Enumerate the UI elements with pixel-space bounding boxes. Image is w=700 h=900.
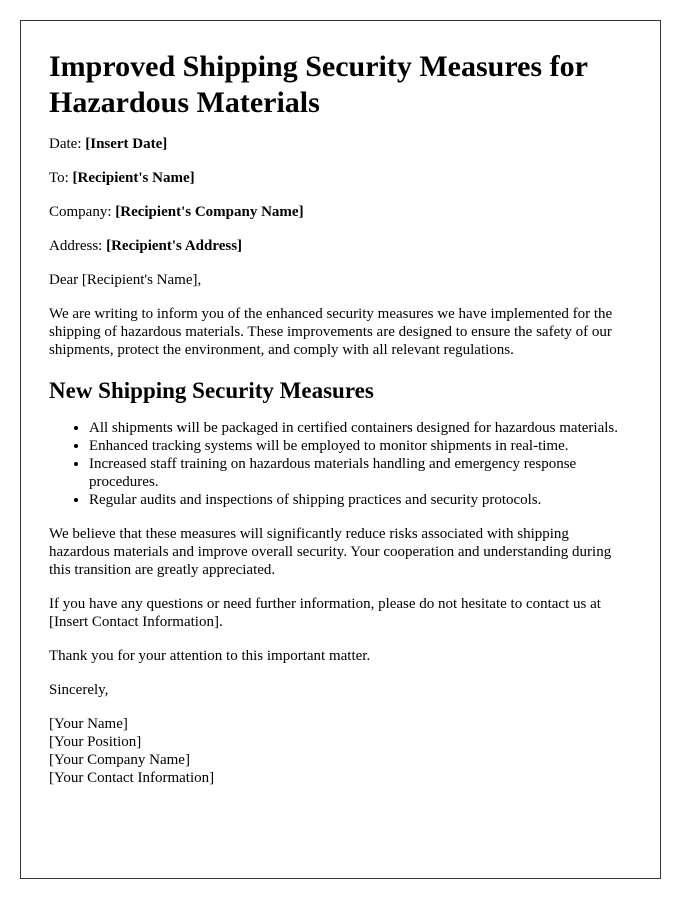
address-line <box>49 237 632 255</box>
signature-position: [Your Position] <box>49 734 142 750</box>
body-paragraph: We believe that these measures will significantly reduce risks associated with shipping hazardous materials and improve overall security. Your cooperation and understanding during this transition are greatly appreciated. <box>49 526 612 578</box>
recipient-value: [Recipient's Name] <box>72 170 195 186</box>
company-value: [Recipient's Company Name] <box>115 204 304 220</box>
date-label: Date: <box>49 136 86 152</box>
recipient-label: To: <box>49 170 73 186</box>
address-value: [Recipient's Address] <box>106 238 243 254</box>
measures-list <box>49 419 632 509</box>
address-label: Address: <box>49 238 107 254</box>
closing: Sincerely, <box>49 682 109 698</box>
date-value: [Insert Date] <box>85 136 168 152</box>
letter-page <box>20 20 661 879</box>
section-heading: New Shipping Security Measures <box>49 378 374 403</box>
letter-title: Improved Shipping Security Measures for Hazardous Materials <box>49 50 588 119</box>
signature-contact: [Your Contact Information] <box>49 770 215 786</box>
signature-company: [Your Company Name] <box>49 752 190 768</box>
recipient-line <box>49 169 632 187</box>
signature-block <box>49 715 632 787</box>
signature-name: [Your Name] <box>49 716 128 732</box>
list-item: • All shipments will be packaged in certified containers designed for hazardous materials. <box>89 419 632 437</box>
intro-paragraph: We are writing to inform you of the enhanced security measures we have implemented for the shipping of hazardous materials. These improvements are designed to ensure the safety of our shipments, protect the environment, and comply with all relevant regulations. <box>49 306 613 358</box>
list-item: • Increased staff training on hazardous materials handling and emergency response procedures. <box>89 455 632 491</box>
company-line <box>49 203 632 221</box>
salutation: Dear [Recipient's Name], <box>49 272 202 288</box>
date-line <box>49 135 632 153</box>
list-item: • Enhanced tracking systems will be employed to monitor shipments in real-time. <box>89 437 632 455</box>
contact-paragraph: If you have any questions or need further information, please do not hesitate to contact us at [Insert Contact Information]. <box>49 596 601 630</box>
company-label: Company: <box>49 204 116 220</box>
list-item: • Regular audits and inspections of shipping practices and security protocols. <box>89 491 632 509</box>
thanks-paragraph: Thank you for your attention to this important matter. <box>49 648 371 664</box>
